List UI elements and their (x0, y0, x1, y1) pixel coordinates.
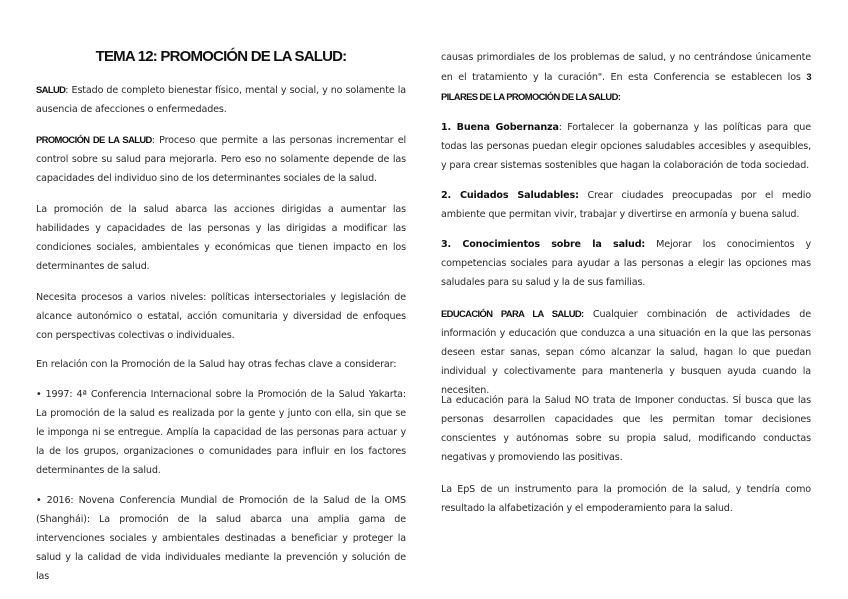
pillar-2 (441, 186, 811, 224)
salud-definition (36, 80, 406, 119)
pillar-title: 2. Cuidados Saludables: (441, 190, 579, 201)
paragraph-text: causas primordiales de los problemas de salud, y no centrándose únicamente en el tratamiento y la curación". En esta Conferencia se establecen los (441, 52, 811, 84)
paragraph: Necesita procesos a varios niveles: políticas intersectoriales y legislación de alcance autonómico o estatal, acción comunitaria y diversidad de enfoques con perspectivas colectivas o individuales. (36, 292, 406, 342)
pillar-title: 3. Conocimientos sobre la salud: (441, 239, 646, 250)
paragraph: En relación con la Promoción de la Salud hay otras fechas clave a considerar: (36, 359, 397, 370)
definition-text: : Proceso que permite a las personas incrementar el control sobre su salud para mejorarla. Pero eso no solamente depende de las capacidades del individuo sino de los determinantes sociales de la salud. (36, 135, 406, 185)
bullet-1997: • 1997: 4ª Conferencia Internacional sobre la Promoción de la Salud Yakarta: La promoción de la salud es realizada por la gente y junto con ella, sin que se le imponga ni se entregue. Amplía la capacidad de las personas para actuar y la de los grupos, organizaciones o comunidades para influir en los factores determinantes de la salud. (36, 389, 406, 477)
page-title: TEMA 12: PROMOCIÓN DE LA SALUD: (95, 48, 347, 65)
term-pilares: 3 PILARES DE LA PROMOCIÓN DE LA SALUD: (441, 71, 811, 103)
pillar-text: Mejorar los conocimientos y competencias sociales para ayudar a las personas a elegir las opciones mas saludales para su salud y la de sus familias. (441, 239, 811, 289)
definition-text: : Estado de completo bienestar físico, mental y social, y no solamente la ausencia de afecciones o enfermedades. (36, 85, 406, 116)
eps-definition (441, 304, 811, 400)
paragraph: La educación para la Salud NO trata de Imponer conductas. SÍ busca que las personas desarrollen capacidades que les permitan tomar decisiones conscientes y autónomas sobre su propia salud, modificando conductas negativas y promoviendo las positivas. (441, 395, 811, 464)
pillar-text: : Fortalecer la gobernanza y las políticas para que todas las personas puedan elegir opciones saludables accesibles y asequibles, y para crear sistemas sostenibles que hagan la colaboración de toda sociedad. (441, 122, 811, 172)
pillar-text: Crear ciudades preocupadas por el medio ambiente que permitan vivir, trabajar y divertirse en armonía y buena salud. (441, 190, 811, 221)
pillar-title: 1. Buena Gobernanza (441, 122, 559, 133)
term-salud: SALUD (36, 84, 66, 95)
paragraph: La promoción de la salud abarca las acciones dirigidas a aumentar las habilidades y capacidades de las personas y las dirigidas a modificar las condiciones sociales, ambientales y económicas que tienen impacto en los determinantes de salud. (36, 204, 406, 273)
pillar-3 (441, 235, 811, 292)
bullet-2016: • 2016: Novena Conferencia Mundial de Promoción de la Salud de la OMS (Shanghái): La promoción de la salud abarca una amplia gama de intervenciones sociales y ambientales destinadas a beneficiar y proteger la salud y la calidad de vida individuales mediante la prevención y solución de las (36, 495, 406, 583)
continuation-paragraph (441, 48, 811, 107)
promocion-definition (36, 130, 406, 188)
term-promocion: PROMOCIÓN DE LA SALUD (36, 134, 152, 145)
definition-text: Cualquier combinación de actividades de información y educación que conduzca a una situación en la que las personas deseen estar sanas, sepan cómo alcanzar la salud, hagan lo que puedan individual y colectivamente para mantenerla y busquen ayuda cuando la necesiten. (441, 309, 811, 397)
term-eps: EDUCACIÓN PARA LA SALUD: (441, 308, 584, 319)
pillar-1 (441, 118, 811, 175)
paragraph: La EpS de un instrumento para la promoción de la salud, y tendría como resultado la alfabetización y el empoderamiento para la salud. (441, 484, 811, 515)
